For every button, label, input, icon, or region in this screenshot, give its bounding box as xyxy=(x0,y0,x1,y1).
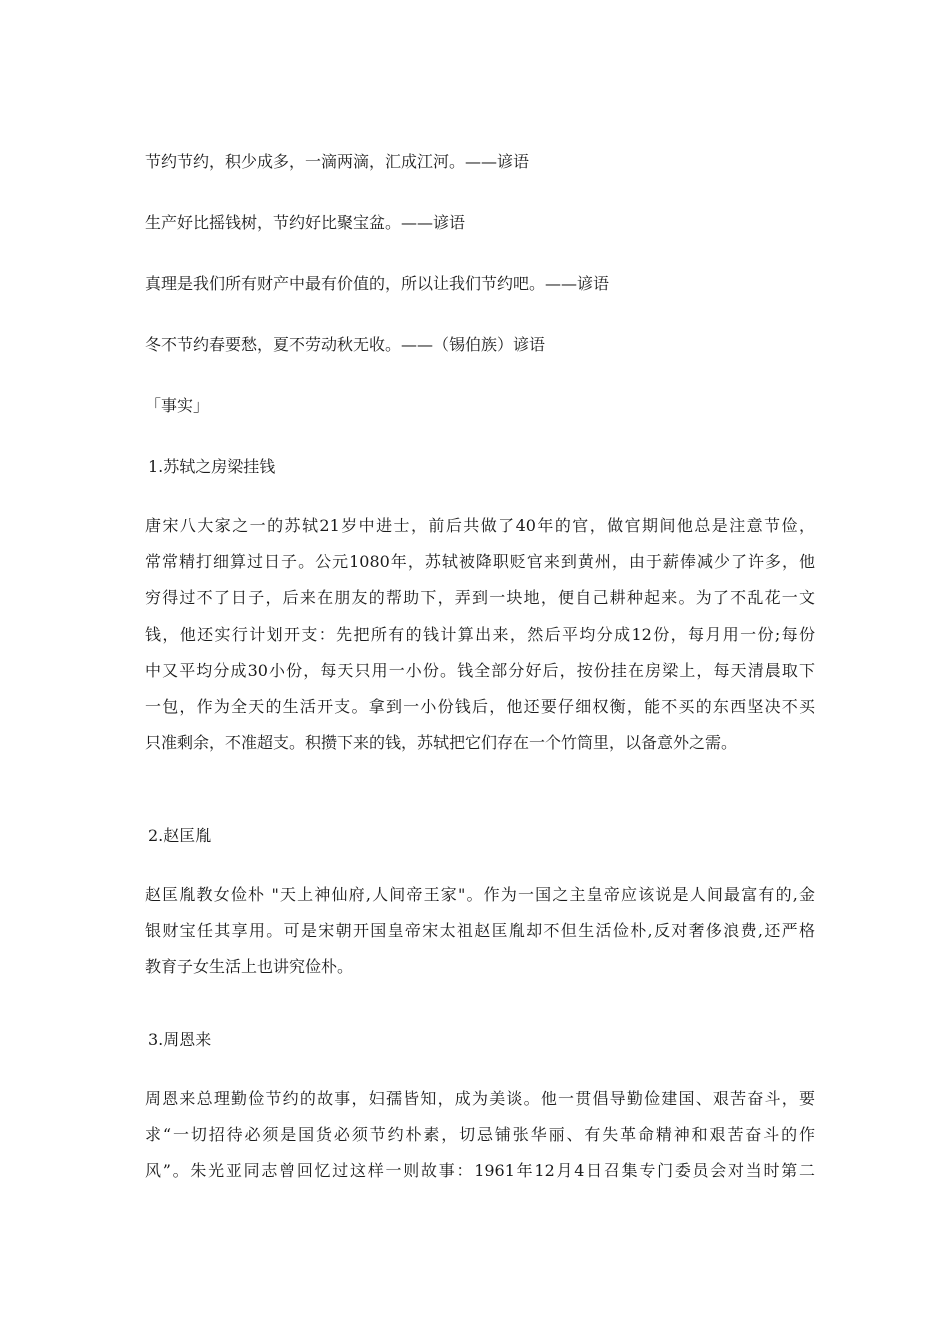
story-1-line: 只准剩余，不准超支。积攒下来的钱，苏轼把它们存在一个竹筒里，以备意外之需。 xyxy=(145,733,738,753)
story-2-line: 赵匡胤教女俭朴 "天上神仙府,人间帝王家"。作为一国之主皇帝应该说是人间最富有的,金 xyxy=(145,885,815,904)
story-3-line: 周恩来总理勤俭节约的故事，妇孺皆知，成为美谈。他一贯倡导勤俭建国、艰苦奋斗，要 xyxy=(145,1089,815,1108)
story-1-line: 常常精打细算过日子。公元1080年，苏轼被降职贬官来到黄州，由于薪俸减少了许多，他 xyxy=(145,552,815,572)
story-3-title: 3.周恩来 xyxy=(148,1030,212,1049)
proverb-1: 节约节约，积少成多，一滴两滴，汇成江河。——谚语 xyxy=(145,152,530,171)
story-3-body xyxy=(145,1081,815,1190)
story-3-line: 求“一切招待必须是国货必须节约朴素，切忌铺张华丽、有失革命精神和艰苦奋斗的作 xyxy=(145,1125,815,1145)
proverb-2: 生产好比摇钱树，节约好比聚宝盆。——谚语 xyxy=(145,213,466,232)
story-1-line: 钱，他还实行计划开支：先把所有的钱计算出来，然后平均分成12份，每月用一份;每份 xyxy=(145,624,815,644)
proverb-3: 真理是我们所有财产中最有价值的，所以让我们节约吧。——谚语 xyxy=(145,274,610,293)
story-2-title: 2.赵匡胤 xyxy=(148,826,212,845)
story-1-line: 唐宋八大家之一的苏轼21岁中进士，前后共做了40年的官，做官期间他总是注意节俭， xyxy=(145,516,815,535)
story-1-title: 1.苏轼之房梁挂钱 xyxy=(148,457,276,476)
story-1-line: 穷得过不了日子，后来在朋友的帮助下，弄到一块地，便自己耕种起来。为了不乱花一文 xyxy=(145,588,815,608)
story-1-line: 一包，作为全天的生活开支。拿到一小份钱后，他还要仔细权衡，能不买的东西坚决不买 xyxy=(145,696,815,716)
story-2-line: 银财宝任其享用。可是宋朝开国皇帝宋太祖赵匡胤却不但生活俭朴,反对奢侈浪费,还严格 xyxy=(145,921,815,941)
story-2-line: 教育子女生活上也讲究俭朴。 xyxy=(145,957,354,977)
story-1-line: 中又平均分成30小份，每天只用一小份。钱全部分好后，按份挂在房梁上，每天清晨取下 xyxy=(145,660,815,680)
facts-heading: 「事实」 xyxy=(145,396,210,415)
story-3-line: 风”。朱光亚同志曾回忆过这样一则故事：1961年12月4日召集专门委员会对当时第二 xyxy=(145,1161,815,1181)
story-1-body xyxy=(145,508,815,761)
proverb-4: 冬不节约春要愁，夏不劳动秋无收。——（锡伯族）谚语 xyxy=(145,335,546,354)
story-2-body xyxy=(145,877,815,986)
